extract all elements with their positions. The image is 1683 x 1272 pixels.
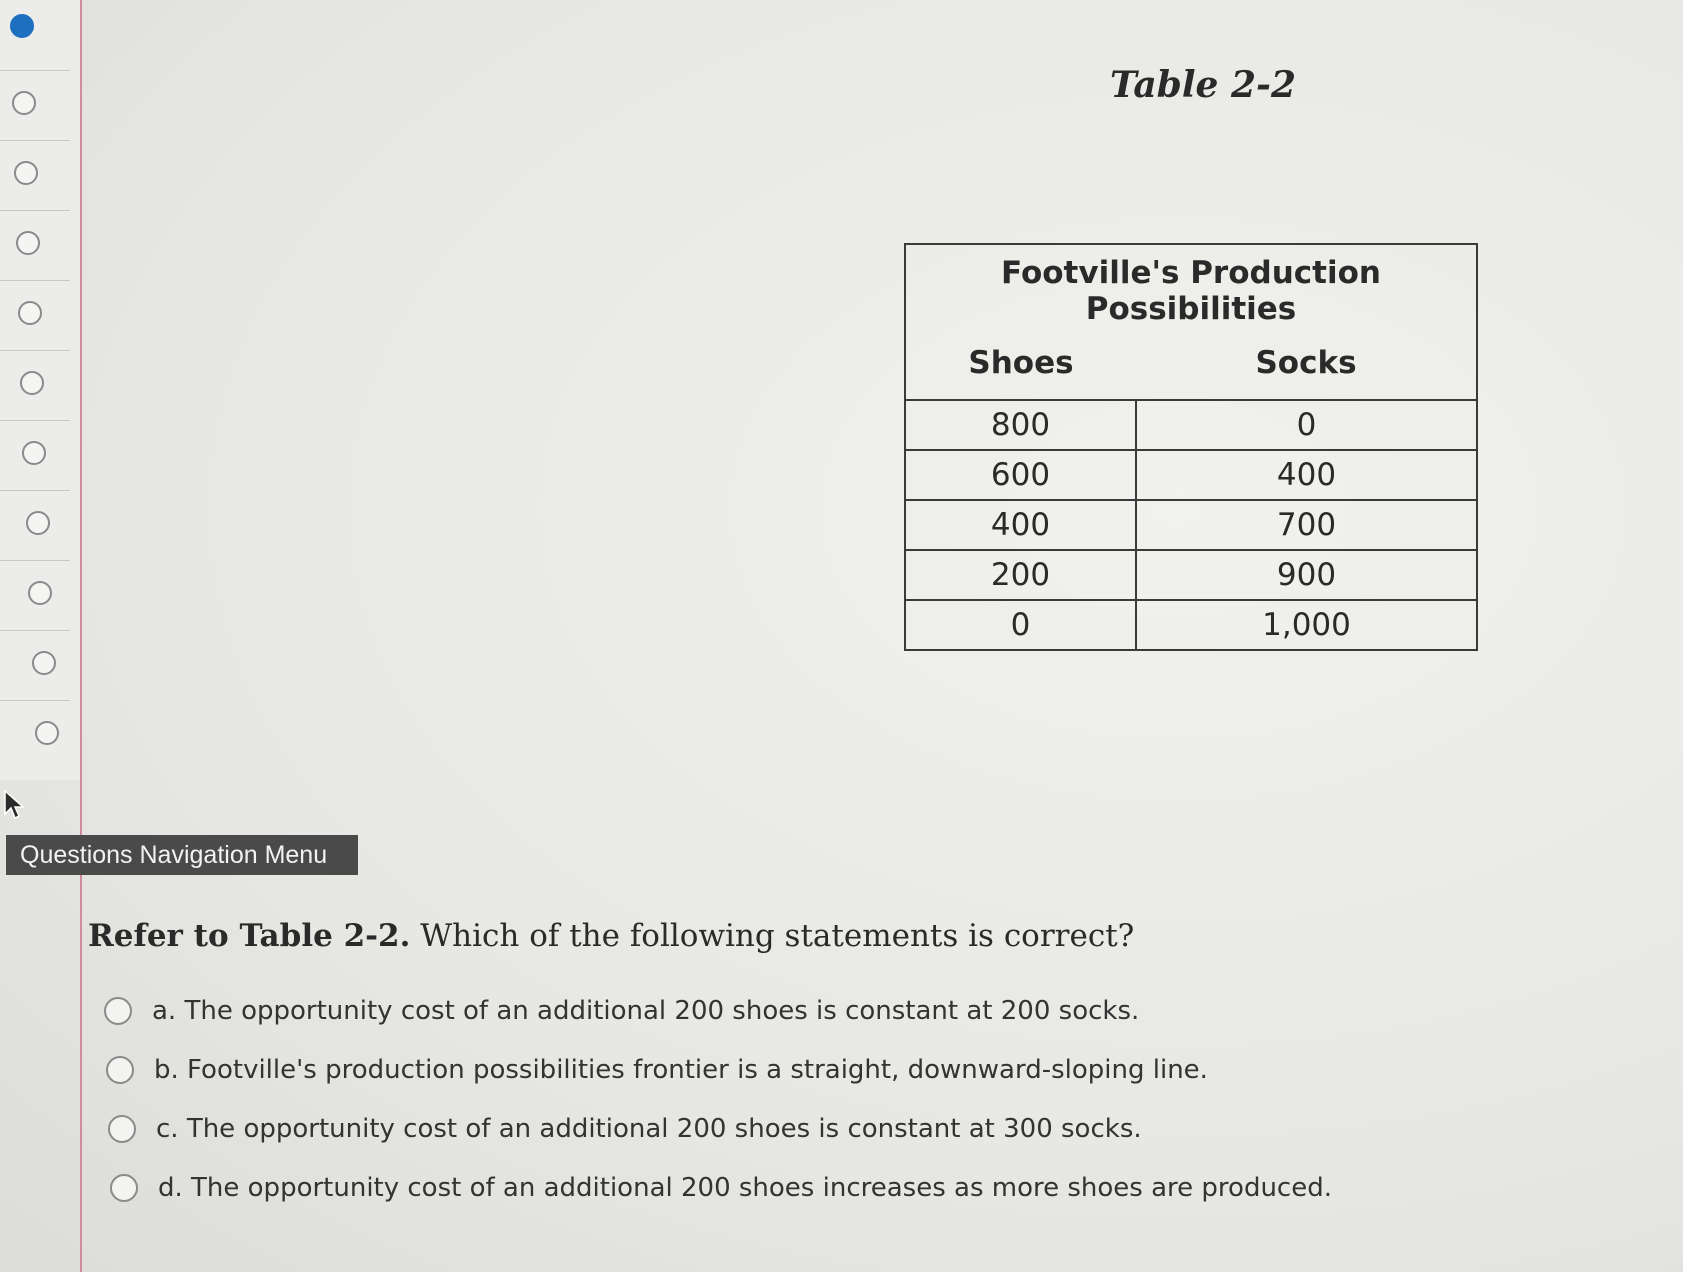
nav-radio-active-icon[interactable] — [10, 14, 34, 38]
table-cell: 700 — [1136, 500, 1477, 550]
nav-question-4[interactable] — [0, 210, 70, 281]
nav-radio-icon[interactable] — [14, 161, 38, 185]
nav-radio-icon[interactable] — [16, 231, 40, 255]
nav-radio-icon[interactable] — [18, 301, 42, 325]
nav-question-5[interactable] — [0, 280, 70, 351]
table-cell: 200 — [905, 550, 1136, 600]
table-title: Table 2-2 — [1110, 64, 1296, 106]
nav-radio-icon[interactable] — [26, 511, 50, 535]
table-row — [905, 500, 1477, 550]
column-header-socks: Socks — [1136, 331, 1477, 400]
question-text: Which of the following statements is correct? — [420, 918, 1135, 954]
answer-option-text: a. The opportunity cost of an additional 200 shoes is constant at 200 socks. — [152, 996, 1140, 1026]
questions-navigation-menu-button[interactable]: Questions Navigation Menu — [6, 835, 358, 875]
table-cell: 0 — [905, 600, 1136, 650]
answer-option-a[interactable] — [104, 991, 1139, 1031]
table-cell: 800 — [905, 400, 1136, 450]
nav-radio-icon[interactable] — [20, 371, 44, 395]
radio-button-icon[interactable] — [108, 1115, 136, 1143]
nav-radio-icon[interactable] — [22, 441, 46, 465]
radio-button-icon[interactable] — [110, 1174, 138, 1202]
nav-radio-icon[interactable] — [28, 581, 52, 605]
table-row — [905, 450, 1477, 500]
nav-question-9[interactable] — [0, 560, 70, 631]
nav-question-10[interactable] — [0, 630, 70, 701]
nav-question-2[interactable] — [0, 70, 70, 141]
answer-option-c[interactable] — [108, 1109, 1142, 1149]
radio-button-icon[interactable] — [106, 1056, 134, 1084]
nav-question-7[interactable] — [0, 420, 70, 491]
answer-option-text: c. The opportunity cost of an additional 200 shoes is constant at 300 socks. — [156, 1114, 1142, 1144]
production-possibilities-table — [904, 243, 1478, 651]
nav-radio-icon[interactable] — [32, 651, 56, 675]
table-caption: Footville's Production Possibilities — [1001, 255, 1381, 327]
nav-question-8[interactable] — [0, 490, 70, 561]
mouse-pointer-icon — [4, 790, 26, 822]
nav-question-1[interactable] — [0, 0, 70, 71]
answer-option-text: b. Footville's production possibilities frontier is a straight, downward-sloping line. — [154, 1055, 1208, 1085]
table-cell: 400 — [905, 500, 1136, 550]
table-cell: 0 — [1136, 400, 1477, 450]
table-cell: 400 — [1136, 450, 1477, 500]
answer-option-d[interactable] — [110, 1168, 1332, 1208]
table-row — [905, 400, 1477, 450]
nav-question-11[interactable] — [0, 700, 70, 770]
table-cell: 1,000 — [1136, 600, 1477, 650]
nav-radio-icon[interactable] — [35, 721, 59, 745]
table-row — [905, 600, 1477, 650]
table-cell: 600 — [905, 450, 1136, 500]
table-cell: 900 — [1136, 550, 1477, 600]
nav-radio-icon[interactable] — [12, 91, 36, 115]
nav-question-3[interactable] — [0, 140, 70, 211]
nav-question-6[interactable] — [0, 350, 70, 421]
answer-option-text: d. The opportunity cost of an additional 200 shoes increases as more shoes are produced. — [158, 1173, 1332, 1203]
answer-option-b[interactable] — [106, 1050, 1208, 1090]
column-header-shoes: Shoes — [905, 331, 1136, 400]
question-prompt — [88, 918, 1134, 954]
question-reference: Refer to Table 2-2. — [88, 918, 411, 954]
radio-button-icon[interactable] — [104, 997, 132, 1025]
question-navigation-strip — [0, 0, 82, 780]
table-row — [905, 550, 1477, 600]
